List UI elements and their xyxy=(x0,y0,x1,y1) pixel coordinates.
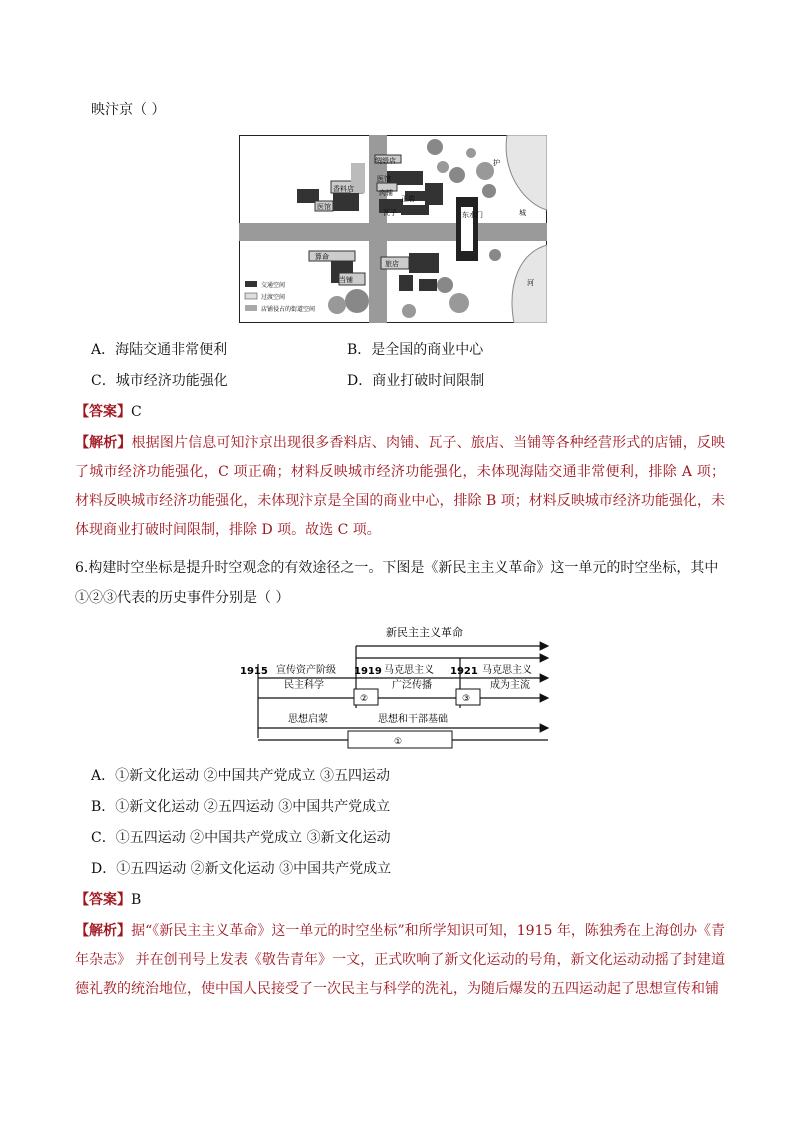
q6-stem: 6.构建时空坐标是提升时空观念的有效途径之一。下图是《新民主主义革命》这一单元的时空坐标，其中①②③代表的历史事件分别是（ ） xyxy=(75,560,719,606)
map-label-hotel: 旅店 xyxy=(385,260,399,268)
q5-analysis xyxy=(75,429,725,545)
timeline-figure xyxy=(236,616,556,756)
legend-street: 店铺侵占的街道空间 xyxy=(261,306,316,313)
map-label-clinic: 医馆 xyxy=(317,203,331,211)
q6-analysis xyxy=(75,917,725,1004)
q5-analysis-text: 根据图片信息可知汴京出现很多香料店、肉铺、瓦子、旅店、当铺等各种经营形式的店铺，反映了城市经济功能强化，C 项正确；材料反映城市经济功能强化，未体现海陆交通非常便利，排除 A 项；材料反映城市经济功能强化，未体现汴京是全国的商业中心，排除 B 项；材料反映城市经济功能强化，未体现商业打破时间限制，排除 D 项。故选 C 项。 xyxy=(75,435,726,538)
q6-answer xyxy=(75,890,141,910)
q6-analysis-text: 据“《新民主主义革命》这一单元的时空坐标”和所学知识可知，1915 年，陈独秀在上海创办《青年杂志》 并在创刊号上发表《敬告青年》一文，正式吹响了新文化运动的号角，新文化运动动摇了封建道德礼教的统治地位，使中国人民接受了一次民主与科学的洗礼，为随后爆发的五四运动起了思想宣传和铺 xyxy=(75,923,725,997)
map-label-inn: 正店 xyxy=(401,195,415,203)
q5-answer xyxy=(75,402,142,422)
q5-analysis-tag: 【解析】 xyxy=(75,435,132,451)
year-1921: 1921 xyxy=(450,666,478,677)
map-label-moat: 护 xyxy=(493,159,500,167)
map-label-doctor: 医馆 xyxy=(377,175,391,183)
map-label-city: 城 xyxy=(519,209,526,217)
map-label-pawn: 当铺 xyxy=(339,276,353,284)
map-label-fortune: 算命 xyxy=(315,253,329,261)
q6-answer-value: B xyxy=(131,892,142,908)
q6-option-c: C．①五四运动 ②中国共产党成立 ③新文化运动 xyxy=(91,830,391,846)
q6-option-a: A．①新文化运动 ②中国共产党成立 ③五四运动 xyxy=(91,768,391,784)
q5-option-b: B．是全国的商业中心 xyxy=(347,342,484,358)
map-label-spice: 香料店 xyxy=(333,185,354,193)
map-label-tile: 瓦子 xyxy=(383,209,397,217)
q6-option-b: B．①新文化运动 ②五四运动 ③中国共产党成立 xyxy=(91,799,391,815)
c2-label: 思想和干部基础 xyxy=(378,714,448,725)
bianjing-map xyxy=(239,135,547,323)
marker-3: ③ xyxy=(462,694,471,704)
east-west-road xyxy=(239,223,547,241)
marker-2: ② xyxy=(360,694,369,704)
q5-answer-tag: 【答案】 xyxy=(75,404,131,420)
map-label-river: 河 xyxy=(527,279,534,287)
q6-option-d: D．①五四运动 ②新文化运动 ③中国共产党成立 xyxy=(91,861,392,877)
legend-transition-swatch xyxy=(245,293,257,299)
year-1915: 1915 xyxy=(240,666,268,677)
t3-line1: 马克思主义 xyxy=(482,665,532,676)
c1-label: 思想启蒙 xyxy=(288,714,328,725)
map-label-silk: 绸缎店 xyxy=(375,157,396,165)
t2-line2: 广泛传播 xyxy=(392,680,432,691)
legend-traffic-swatch xyxy=(245,281,257,287)
map-label-gate: 东水门 xyxy=(462,211,483,219)
map-label-meat: 肉铺 xyxy=(379,189,393,197)
t2-line1: 马克思主义 xyxy=(384,665,434,676)
legend-street-swatch xyxy=(245,305,257,311)
q5-option-c: C．城市经济功能强化 xyxy=(91,373,228,389)
t1-line1: 宣传资产阶级 xyxy=(276,665,336,676)
q6-answer-tag: 【答案】 xyxy=(75,892,131,908)
t3-line2: 成为主流 xyxy=(490,680,530,691)
q5-stem: 映汴京（ ） xyxy=(91,102,166,118)
q5-option-a: A．海陆交通非常便利 xyxy=(91,342,228,358)
timeline-title: 新民主主义革命 xyxy=(386,626,463,639)
q6-analysis-tag: 【解析】 xyxy=(75,923,132,939)
year-1919: 1919 xyxy=(354,666,382,677)
marker-1: ① xyxy=(394,737,403,747)
q5-answer-value: C xyxy=(131,404,142,420)
q5-option-d: D．商业打破时间限制 xyxy=(347,373,485,389)
t1-line2: 民主科学 xyxy=(284,680,324,691)
legend-transition: 过渡空间 xyxy=(261,294,286,301)
legend-traffic: 交通空间 xyxy=(261,282,286,289)
